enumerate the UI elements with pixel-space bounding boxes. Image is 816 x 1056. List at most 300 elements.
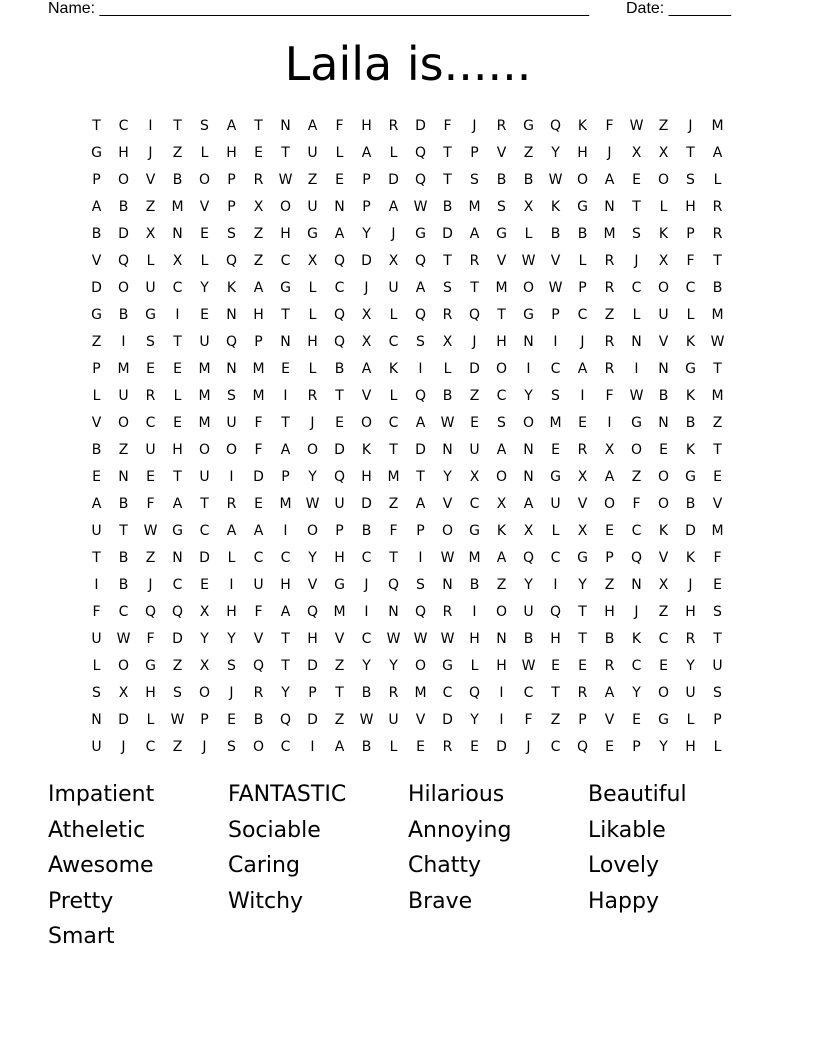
grid-cell[interactable]: R — [226, 495, 237, 512]
grid-cell[interactable]: T — [92, 549, 101, 566]
grid-cell[interactable]: X — [172, 252, 183, 269]
grid-cell[interactable]: F — [524, 711, 533, 728]
grid-cell[interactable]: V — [496, 144, 507, 161]
grid-cell[interactable]: B — [523, 171, 534, 188]
grid-cell[interactable]: D — [415, 441, 426, 458]
grid-cell[interactable]: I — [310, 738, 315, 755]
grid-cell[interactable]: C — [469, 495, 480, 512]
grid-cell[interactable]: J — [526, 738, 531, 755]
grid-cell[interactable]: P — [551, 306, 560, 323]
grid-cell[interactable]: J — [688, 117, 693, 134]
grid-cell[interactable]: C — [631, 657, 642, 674]
grid-cell[interactable]: W — [278, 171, 293, 188]
grid-cell[interactable]: L — [686, 306, 695, 323]
grid-cell[interactable]: N — [334, 198, 345, 215]
grid-cell[interactable]: N — [172, 225, 183, 242]
grid-cell[interactable]: H — [307, 333, 318, 350]
grid-cell[interactable]: C — [550, 738, 561, 755]
grid-cell[interactable]: F — [605, 387, 614, 404]
grid-cell[interactable]: W — [170, 711, 185, 728]
grid-cell[interactable]: V — [658, 333, 669, 350]
grid-cell[interactable]: H — [334, 549, 345, 566]
grid-cell[interactable]: O — [117, 171, 130, 188]
grid-cell[interactable]: R — [604, 657, 615, 674]
grid-cell[interactable]: A — [469, 225, 480, 242]
grid-cell[interactable]: R — [253, 684, 264, 701]
grid-cell[interactable]: O — [306, 522, 319, 539]
grid-cell[interactable]: E — [632, 711, 641, 728]
grid-cell[interactable]: R — [253, 171, 264, 188]
grid-cell[interactable]: C — [658, 630, 669, 647]
grid-cell[interactable]: N — [523, 333, 534, 350]
grid-cell[interactable]: T — [281, 306, 290, 323]
grid-cell[interactable]: I — [418, 549, 423, 566]
grid-cell[interactable]: A — [415, 279, 426, 296]
grid-cell[interactable]: T — [443, 252, 452, 269]
grid-cell[interactable]: H — [685, 738, 696, 755]
grid-cell[interactable]: B — [118, 549, 129, 566]
grid-cell[interactable]: I — [553, 333, 558, 350]
grid-cell[interactable]: V — [145, 171, 156, 188]
grid-cell[interactable]: N — [658, 414, 669, 431]
grid-cell[interactable]: V — [658, 549, 669, 566]
grid-cell[interactable]: I — [418, 360, 423, 377]
grid-cell[interactable]: B — [253, 711, 264, 728]
grid-cell[interactable]: F — [254, 414, 263, 431]
grid-cell[interactable]: X — [469, 468, 480, 485]
grid-cell[interactable]: J — [634, 603, 639, 620]
grid-cell[interactable]: M — [711, 522, 724, 539]
grid-cell[interactable]: V — [91, 252, 102, 269]
grid-cell[interactable]: W — [548, 171, 563, 188]
grid-cell[interactable]: C — [361, 549, 372, 566]
grid-cell[interactable]: U — [253, 576, 264, 593]
grid-cell[interactable]: O — [522, 414, 535, 431]
grid-cell[interactable]: H — [361, 117, 372, 134]
grid-cell[interactable]: D — [442, 711, 453, 728]
grid-cell[interactable]: N — [118, 468, 129, 485]
grid-cell[interactable]: O — [495, 360, 508, 377]
grid-cell[interactable]: X — [145, 225, 156, 242]
grid-cell[interactable]: R — [388, 684, 399, 701]
grid-cell[interactable]: R — [604, 333, 615, 350]
grid-cell[interactable]: L — [308, 306, 317, 323]
grid-cell[interactable]: B — [118, 495, 129, 512]
grid-cell[interactable]: V — [91, 414, 102, 431]
grid-cell[interactable]: S — [416, 333, 425, 350]
grid-cell[interactable]: J — [229, 684, 234, 701]
grid-cell[interactable]: Y — [443, 468, 452, 485]
grid-cell[interactable]: A — [415, 495, 426, 512]
grid-cell[interactable]: C — [280, 549, 291, 566]
grid-cell[interactable]: C — [172, 576, 183, 593]
grid-cell[interactable]: S — [227, 738, 236, 755]
grid-cell[interactable]: I — [634, 360, 639, 377]
grid-cell[interactable]: Q — [333, 252, 346, 269]
grid-cell[interactable]: Z — [253, 225, 264, 242]
grid-cell[interactable]: H — [496, 657, 507, 674]
grid-cell[interactable]: X — [523, 198, 534, 215]
grid-cell[interactable]: X — [523, 522, 534, 539]
grid-cell[interactable]: D — [496, 738, 507, 755]
grid-cell[interactable]: Y — [686, 657, 695, 674]
grid-cell[interactable]: A — [280, 441, 291, 458]
grid-cell[interactable]: Z — [172, 657, 183, 674]
grid-cell[interactable]: R — [388, 117, 399, 134]
grid-cell[interactable]: C — [577, 306, 588, 323]
grid-cell[interactable]: N — [226, 306, 237, 323]
grid-cell[interactable]: A — [334, 225, 345, 242]
grid-cell[interactable]: O — [198, 441, 211, 458]
grid-cell[interactable]: Z — [145, 549, 156, 566]
grid-cell[interactable]: K — [577, 117, 588, 134]
grid-cell[interactable]: U — [712, 657, 723, 674]
grid-cell[interactable]: U — [226, 414, 237, 431]
grid-cell[interactable]: V — [334, 630, 345, 647]
grid-cell[interactable]: M — [333, 603, 346, 620]
grid-cell[interactable]: S — [173, 684, 182, 701]
grid-cell[interactable]: C — [388, 333, 399, 350]
grid-cell[interactable]: Y — [524, 576, 533, 593]
grid-cell[interactable]: O — [657, 468, 670, 485]
grid-cell[interactable]: T — [713, 252, 722, 269]
grid-cell[interactable]: U — [91, 630, 102, 647]
grid-cell[interactable]: R — [469, 252, 480, 269]
grid-cell[interactable]: Z — [172, 738, 183, 755]
grid-cell[interactable]: Q — [414, 252, 427, 269]
grid-cell[interactable]: Q — [279, 711, 292, 728]
grid-cell[interactable]: K — [550, 198, 561, 215]
grid-cell[interactable]: L — [389, 387, 398, 404]
grid-cell[interactable]: M — [414, 684, 427, 701]
grid-cell[interactable]: Q — [468, 684, 481, 701]
grid-cell[interactable]: U — [307, 198, 318, 215]
grid-cell[interactable]: U — [658, 306, 669, 323]
grid-cell[interactable]: P — [227, 171, 236, 188]
grid-cell[interactable]: R — [604, 360, 615, 377]
grid-cell[interactable]: L — [200, 252, 209, 269]
grid-cell[interactable]: U — [91, 738, 102, 755]
grid-cell[interactable]: E — [146, 468, 155, 485]
grid-cell[interactable]: E — [335, 171, 344, 188]
grid-cell[interactable]: C — [550, 360, 561, 377]
grid-cell[interactable]: D — [307, 711, 318, 728]
grid-cell[interactable]: J — [202, 738, 207, 755]
grid-cell[interactable]: Y — [551, 144, 560, 161]
grid-cell[interactable]: B — [118, 306, 129, 323]
grid-cell[interactable]: L — [308, 360, 317, 377]
grid-cell[interactable]: T — [551, 684, 560, 701]
grid-cell[interactable]: T — [119, 522, 128, 539]
grid-cell[interactable]: E — [551, 441, 560, 458]
grid-cell[interactable]: P — [200, 711, 209, 728]
grid-cell[interactable]: Z — [469, 387, 480, 404]
grid-cell[interactable]: G — [496, 225, 507, 242]
grid-cell[interactable]: S — [632, 225, 641, 242]
grid-cell[interactable]: B — [91, 441, 102, 458]
grid-cell[interactable]: Z — [658, 603, 669, 620]
grid-cell[interactable]: S — [713, 603, 722, 620]
grid-cell[interactable]: T — [92, 117, 101, 134]
grid-cell[interactable]: A — [253, 279, 264, 296]
grid-cell[interactable]: C — [199, 522, 210, 539]
grid-cell[interactable]: J — [364, 576, 369, 593]
grid-cell[interactable]: H — [145, 684, 156, 701]
grid-cell[interactable]: A — [712, 144, 723, 161]
grid-cell[interactable]: K — [658, 522, 669, 539]
grid-cell[interactable]: B — [334, 360, 345, 377]
grid-cell[interactable]: Q — [630, 549, 643, 566]
grid-cell[interactable]: T — [713, 441, 722, 458]
grid-cell[interactable]: X — [496, 495, 507, 512]
grid-cell[interactable]: K — [226, 279, 237, 296]
grid-cell[interactable]: Z — [712, 414, 723, 431]
grid-cell[interactable]: W — [116, 630, 131, 647]
grid-cell[interactable]: S — [227, 225, 236, 242]
grid-cell[interactable]: W — [386, 630, 401, 647]
grid-cell[interactable]: B — [469, 576, 480, 593]
grid-cell[interactable]: O — [117, 279, 130, 296]
grid-cell[interactable]: V — [577, 495, 588, 512]
grid-cell[interactable]: G — [172, 522, 183, 539]
grid-cell[interactable]: H — [361, 468, 372, 485]
grid-cell[interactable]: H — [469, 630, 480, 647]
grid-cell[interactable]: T — [335, 684, 344, 701]
date-field[interactable]: Date: _______ — [626, 0, 731, 17]
grid-cell[interactable]: O — [576, 171, 589, 188]
grid-cell[interactable]: I — [175, 306, 180, 323]
grid-cell[interactable]: U — [685, 684, 696, 701]
grid-cell[interactable]: X — [631, 144, 642, 161]
grid-cell[interactable]: K — [361, 441, 372, 458]
grid-cell[interactable]: Q — [414, 171, 427, 188]
grid-cell[interactable]: L — [578, 252, 587, 269]
grid-cell[interactable]: A — [280, 603, 291, 620]
grid-cell[interactable]: X — [253, 198, 264, 215]
grid-cell[interactable]: K — [388, 360, 399, 377]
grid-cell[interactable]: U — [118, 387, 129, 404]
grid-cell[interactable]: P — [281, 468, 290, 485]
grid-cell[interactable]: H — [496, 333, 507, 350]
grid-cell[interactable]: Z — [118, 441, 129, 458]
grid-cell[interactable]: G — [685, 360, 696, 377]
grid-cell[interactable]: B — [550, 225, 561, 242]
grid-cell[interactable]: V — [550, 252, 561, 269]
grid-cell[interactable]: Z — [253, 252, 264, 269]
grid-cell[interactable]: M — [198, 387, 211, 404]
grid-cell[interactable]: G — [415, 225, 426, 242]
grid-cell[interactable]: N — [523, 468, 534, 485]
grid-cell[interactable]: O — [414, 657, 427, 674]
grid-cell[interactable]: P — [416, 522, 425, 539]
grid-cell[interactable]: P — [308, 684, 317, 701]
grid-cell[interactable]: Z — [550, 711, 561, 728]
grid-cell[interactable]: H — [307, 630, 318, 647]
grid-cell[interactable]: Y — [659, 738, 668, 755]
grid-cell[interactable]: F — [146, 630, 155, 647]
grid-cell[interactable]: G — [523, 306, 534, 323]
grid-cell[interactable]: Q — [414, 603, 427, 620]
grid-cell[interactable]: T — [632, 198, 641, 215]
grid-cell[interactable]: F — [254, 441, 263, 458]
grid-cell[interactable]: O — [306, 441, 319, 458]
grid-cell[interactable]: E — [227, 711, 236, 728]
grid-cell[interactable]: K — [685, 549, 696, 566]
grid-cell[interactable]: F — [713, 549, 722, 566]
grid-cell[interactable]: D — [442, 225, 453, 242]
grid-cell[interactable]: H — [226, 144, 237, 161]
grid-cell[interactable]: U — [388, 711, 399, 728]
grid-cell[interactable]: T — [578, 603, 587, 620]
grid-cell[interactable]: L — [389, 738, 398, 755]
grid-cell[interactable]: P — [605, 549, 614, 566]
grid-cell[interactable]: V — [442, 495, 453, 512]
grid-cell[interactable]: Z — [604, 576, 615, 593]
grid-cell[interactable]: C — [280, 738, 291, 755]
grid-cell[interactable]: Y — [470, 711, 479, 728]
grid-cell[interactable]: G — [469, 522, 480, 539]
grid-cell[interactable]: G — [577, 198, 588, 215]
grid-cell[interactable]: B — [685, 495, 696, 512]
grid-cell[interactable]: T — [416, 468, 425, 485]
grid-cell[interactable]: Z — [631, 468, 642, 485]
grid-cell[interactable]: T — [713, 630, 722, 647]
grid-cell[interactable]: F — [632, 495, 641, 512]
grid-cell[interactable]: W — [521, 252, 536, 269]
grid-cell[interactable]: T — [713, 360, 722, 377]
grid-cell[interactable]: Z — [145, 198, 156, 215]
grid-cell[interactable]: G — [145, 306, 156, 323]
grid-cell[interactable]: I — [499, 684, 504, 701]
grid-cell[interactable]: N — [604, 198, 615, 215]
grid-cell[interactable]: L — [308, 279, 317, 296]
grid-cell[interactable]: W — [359, 711, 374, 728]
grid-cell[interactable]: T — [281, 144, 290, 161]
grid-cell[interactable]: W — [413, 198, 428, 215]
grid-cell[interactable]: R — [685, 630, 696, 647]
grid-cell[interactable]: O — [495, 603, 508, 620]
grid-cell[interactable]: S — [497, 198, 506, 215]
grid-cell[interactable]: O — [360, 414, 373, 431]
grid-cell[interactable]: Q — [252, 657, 265, 674]
grid-cell[interactable]: S — [416, 576, 425, 593]
grid-cell[interactable]: X — [307, 252, 318, 269]
grid-cell[interactable]: E — [416, 738, 425, 755]
grid-cell[interactable]: H — [253, 306, 264, 323]
grid-cell[interactable]: B — [658, 387, 669, 404]
grid-cell[interactable]: A — [361, 360, 372, 377]
grid-cell[interactable]: G — [658, 711, 669, 728]
grid-cell[interactable]: L — [146, 711, 155, 728]
grid-cell[interactable]: H — [604, 603, 615, 620]
grid-cell[interactable]: A — [253, 522, 264, 539]
grid-cell[interactable]: W — [629, 117, 644, 134]
grid-cell[interactable]: V — [307, 576, 318, 593]
grid-cell[interactable]: D — [361, 252, 372, 269]
grid-cell[interactable]: U — [145, 279, 156, 296]
grid-cell[interactable]: C — [685, 279, 696, 296]
grid-cell[interactable]: B — [712, 279, 723, 296]
grid-cell[interactable]: X — [361, 333, 372, 350]
grid-cell[interactable]: I — [283, 387, 288, 404]
grid-cell[interactable]: Y — [227, 630, 236, 647]
grid-cell[interactable]: J — [580, 333, 585, 350]
grid-cell[interactable]: C — [118, 603, 129, 620]
grid-cell[interactable]: Q — [414, 387, 427, 404]
grid-cell[interactable]: L — [443, 360, 452, 377]
grid-cell[interactable]: J — [310, 414, 315, 431]
grid-cell[interactable]: L — [713, 738, 722, 755]
grid-cell[interactable]: E — [632, 171, 641, 188]
grid-cell[interactable]: S — [227, 387, 236, 404]
grid-cell[interactable]: H — [226, 603, 237, 620]
grid-cell[interactable]: L — [659, 198, 668, 215]
grid-cell[interactable]: M — [252, 387, 265, 404]
grid-cell[interactable]: D — [91, 279, 102, 296]
grid-cell[interactable]: Z — [91, 333, 102, 350]
grid-cell[interactable]: E — [254, 495, 263, 512]
grid-cell[interactable]: N — [631, 333, 642, 350]
grid-cell[interactable]: M — [171, 198, 184, 215]
grid-cell[interactable]: H — [685, 603, 696, 620]
grid-cell[interactable]: D — [685, 522, 696, 539]
grid-cell[interactable]: E — [146, 360, 155, 377]
grid-cell[interactable]: M — [711, 387, 724, 404]
grid-cell[interactable]: I — [283, 522, 288, 539]
grid-cell[interactable]: C — [145, 414, 156, 431]
grid-cell[interactable]: M — [468, 549, 481, 566]
grid-cell[interactable]: V — [253, 630, 264, 647]
grid-cell[interactable]: J — [472, 333, 477, 350]
grid-cell[interactable]: V — [199, 198, 210, 215]
grid-cell[interactable]: C — [253, 549, 264, 566]
grid-cell[interactable]: V — [712, 495, 723, 512]
grid-cell[interactable]: E — [659, 441, 668, 458]
grid-cell[interactable]: S — [497, 414, 506, 431]
grid-cell[interactable]: U — [550, 495, 561, 512]
grid-cell[interactable]: T — [200, 495, 209, 512]
grid-cell[interactable]: C — [442, 684, 453, 701]
grid-cell[interactable]: Y — [308, 549, 317, 566]
grid-cell[interactable]: M — [468, 198, 481, 215]
grid-cell[interactable]: O — [117, 414, 130, 431]
grid-cell[interactable]: U — [91, 522, 102, 539]
grid-cell[interactable]: D — [415, 117, 426, 134]
grid-cell[interactable]: B — [604, 630, 615, 647]
grid-cell[interactable]: E — [173, 414, 182, 431]
grid-cell[interactable]: C — [280, 252, 291, 269]
grid-cell[interactable]: O — [657, 495, 670, 512]
grid-cell[interactable]: B — [523, 630, 534, 647]
grid-cell[interactable]: R — [307, 387, 318, 404]
grid-cell[interactable]: N — [280, 333, 291, 350]
grid-cell[interactable]: O — [603, 495, 616, 512]
grid-cell[interactable]: F — [254, 603, 263, 620]
grid-cell[interactable]: T — [578, 630, 587, 647]
grid-cell[interactable]: L — [92, 387, 101, 404]
grid-cell[interactable]: M — [495, 279, 508, 296]
grid-cell[interactable]: Q — [333, 468, 346, 485]
grid-cell[interactable]: R — [496, 117, 507, 134]
grid-cell[interactable]: R — [442, 738, 453, 755]
grid-cell[interactable]: E — [200, 306, 209, 323]
grid-cell[interactable]: B — [577, 225, 588, 242]
grid-cell[interactable]: F — [92, 603, 101, 620]
grid-cell[interactable]: O — [657, 171, 670, 188]
grid-cell[interactable]: O — [279, 198, 292, 215]
grid-cell[interactable]: E — [335, 414, 344, 431]
grid-cell[interactable]: T — [281, 657, 290, 674]
